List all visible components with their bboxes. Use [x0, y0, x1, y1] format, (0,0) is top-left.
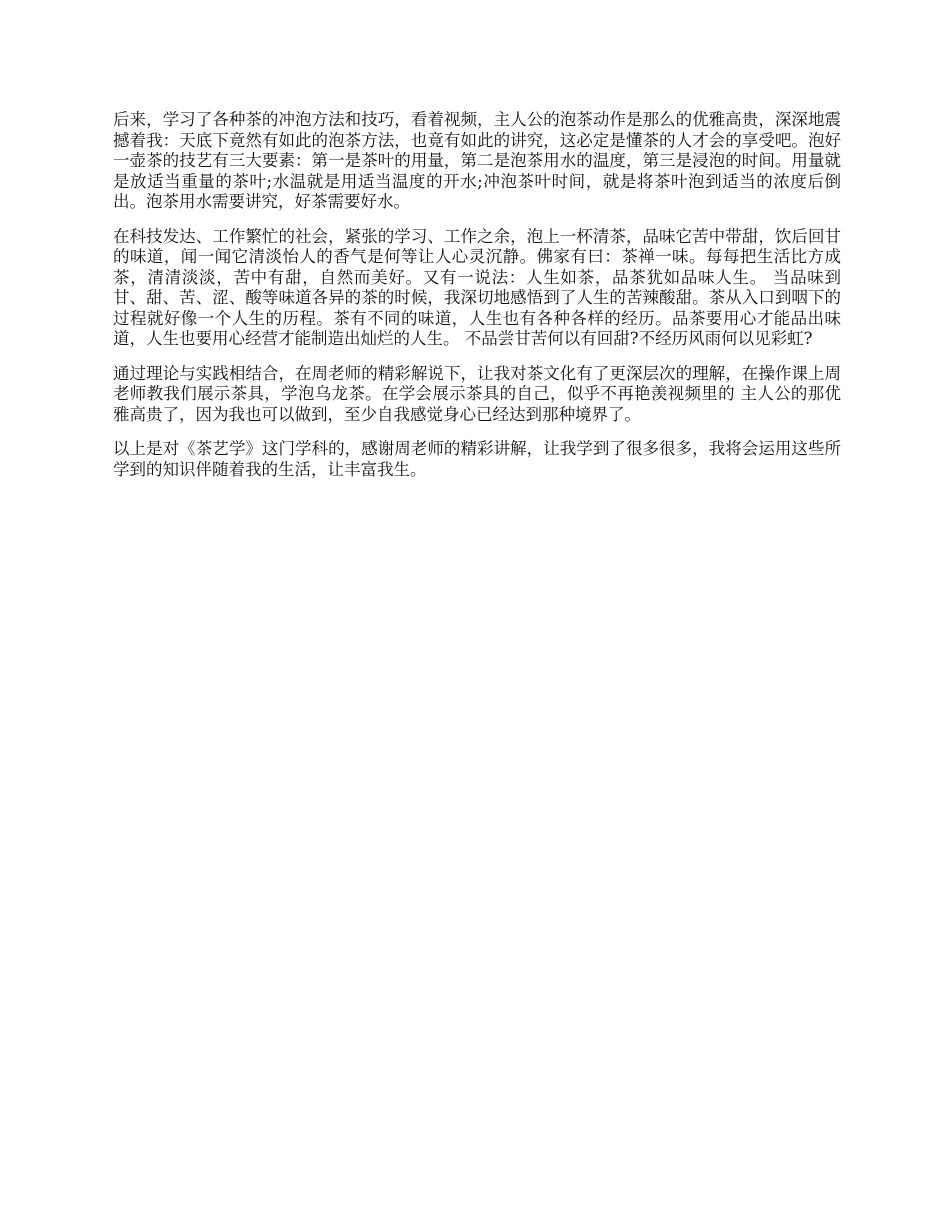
paragraph-4: 以上是对《茶艺学》这门学科的，感谢周老师的精彩讲解，让我学到了很多很多，我将会运用这些所学到的知识伴随着我的生活，让丰富我生。 — [113, 439, 841, 479]
document-body — [113, 110, 841, 494]
paragraph-3: 通过理论与实践相结合，在周老师的精彩解说下，让我对茶文化有了更深层次的理解，在操作课上周老师教我们展示茶具，学泡乌龙茶。在学会展示茶具的自己，似乎不再艳羡视频里的 主人公的那优雅高贵了，因为我也可以做到，至少自我感觉身心已经达到那种境界了。 — [113, 363, 841, 424]
paragraph-2: 在科技发达、工作繁忙的社会，紧张的学习、工作之余，泡上一杯清茶，品味它苦中带甜，饮后回甘的味道，闻一闻它清淡怡人的香气是何等让人心灵沉静。佛家有曰：茶禅一味。每每把生活比方成茶，清清淡淡，苦中有甜，自然而美好。又有一说法：人生如茶，品茶犹如品味人生。 当品味到甘、甜、苦、涩、酸等味道各异的茶的时候，我深切地感悟到了人生的苦辣酸甜。茶从入口到咽下的过程就好像一个人生的历程。茶有不同的味道，人生也有各种各样的经历。品茶要用心才能品出味道，人生也要用心经营才能制造出灿烂的人生。 不品尝甘苦何以有回甜?不经历风雨何以见彩虹? — [113, 226, 841, 348]
paragraph-1: 后来，学习了各种茶的冲泡方法和技巧，看着视频，主人公的泡茶动作是那么的优雅高贵，深深地震撼着我：天底下竟然有如此的泡茶方法，也竟有如此的讲究，这必定是懂茶的人才会的享受吧。泡好一壶茶的技艺有三大要素：第一是茶叶的用量，第二是泡茶用水的温度，第三是浸泡的时间。用量就是放适当重量的茶叶;水温就是用适当温度的开水;冲泡茶叶时间，就是将茶叶泡到适当的浓度后倒出。泡茶用水需要讲究，好茶需要好水。 — [113, 110, 841, 211]
